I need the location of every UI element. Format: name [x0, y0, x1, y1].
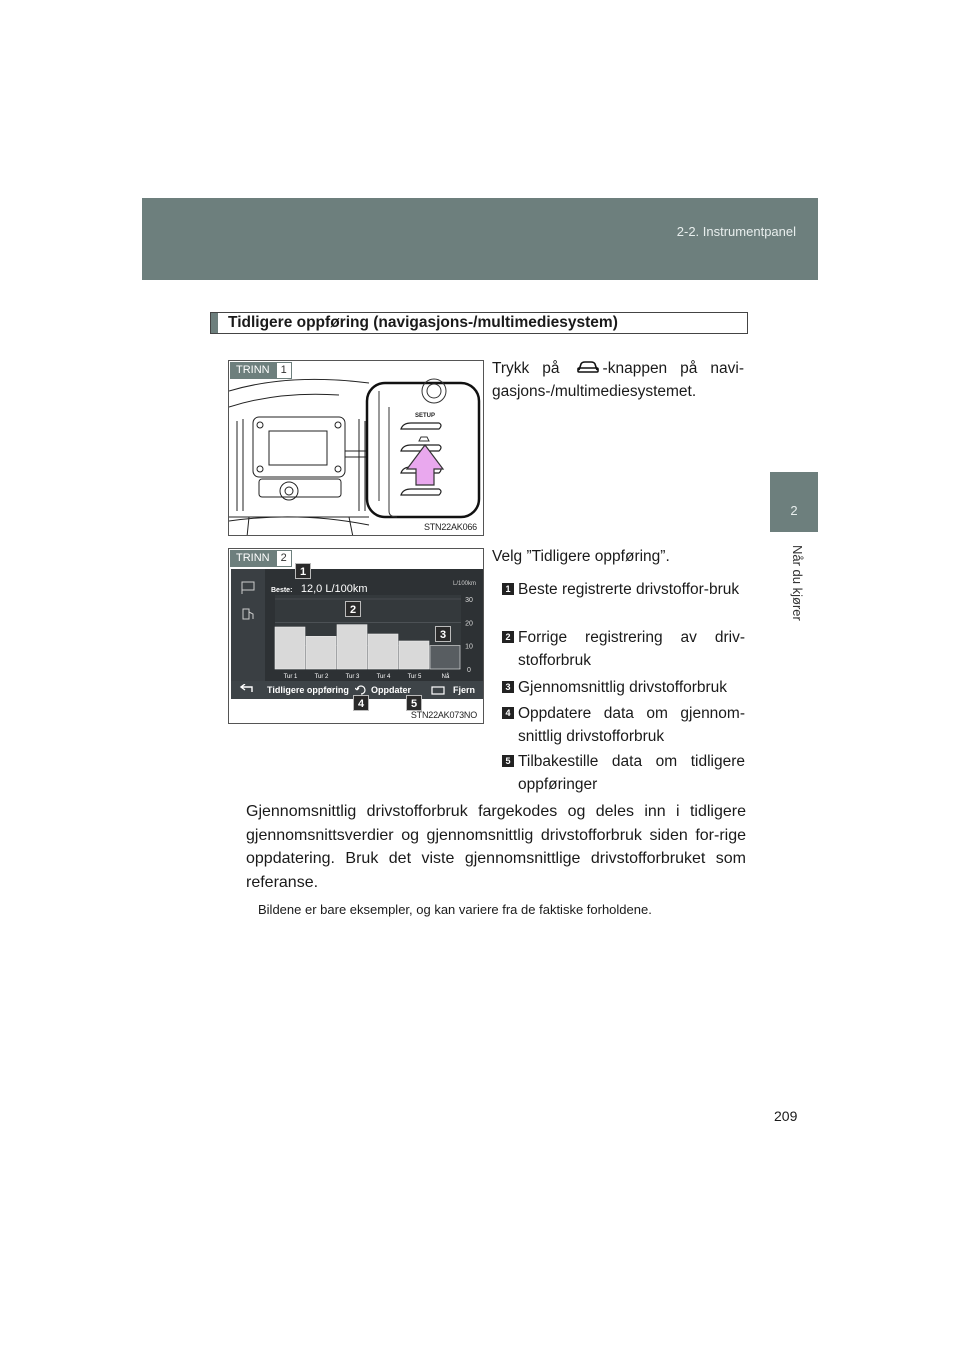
unit-label: L/100km — [453, 581, 477, 587]
item-text: Forrige registrering av driv-stofforbruk — [518, 629, 745, 669]
refresh-icon — [355, 685, 367, 695]
step1-text-after: -knappen på navi-gasjons-/multimediesystemet. — [492, 360, 744, 400]
list-item — [502, 702, 745, 748]
x-tick-label: Nå — [441, 674, 450, 680]
list-item — [502, 578, 745, 601]
item-number-badge: 1 — [502, 583, 514, 595]
step1-text-before: Trykk på — [492, 360, 560, 377]
update-button[interactable]: Oppdater — [371, 685, 412, 695]
footnote: Bildene er bare eksempler, og kan variere fra de faktiske forholdene. — [258, 902, 652, 917]
callout-5: 5 — [406, 695, 422, 711]
callout-2: 2 — [345, 601, 361, 617]
callout-1: 1 — [295, 563, 311, 579]
step2-figure — [228, 548, 484, 724]
car-icon — [576, 360, 600, 374]
section-header: 2-2. Instrumentpanel — [676, 224, 796, 239]
step2-tag-number: 2 — [276, 550, 292, 567]
best-value: 12,0 L/100km — [300, 583, 368, 595]
history-button[interactable]: Tidligere oppføring — [267, 685, 349, 695]
chapter-number: 2 — [790, 503, 798, 518]
list-item — [502, 750, 745, 796]
step2-figure-code: STN22AK073NO — [410, 710, 477, 720]
step1-text — [492, 357, 744, 403]
step1-tag-label: TRINN — [230, 362, 276, 379]
x-tick-label: Tur 2 — [314, 674, 329, 680]
bar — [337, 625, 367, 669]
body-paragraph: Gjennomsnittlig drivstofforbruk fargekodes og deles inn i tidligere gjennomsnittsverdier og gjennomsnittlig drivstofforbruk siden for-rige oppdatering. Bruk det viste gjennomsnittlige drivstofforbruket som referanse. — [246, 803, 746, 891]
y-tick-label: 10 — [465, 643, 473, 651]
dashboard-illustration — [229, 361, 484, 536]
bar — [306, 636, 336, 669]
setup-label: SETUP — [415, 413, 436, 419]
item-text: Gjennomsnittlig drivstofforbruk — [518, 679, 728, 696]
x-tick-label: Tur 1 — [283, 674, 298, 680]
back-arrow-icon — [239, 684, 253, 694]
step2-tag-label: TRINN — [230, 550, 276, 567]
list-item — [502, 676, 745, 699]
delete-icon — [431, 685, 445, 695]
section-title-bar — [211, 313, 218, 333]
item-text: Oppdatere data om gjennom-snittlig drivstofforbruk — [518, 705, 745, 745]
chapter-tab — [770, 472, 818, 532]
back-button[interactable] — [231, 684, 261, 696]
callout-3: 3 — [435, 626, 451, 642]
x-tick-label: Tur 3 — [345, 674, 360, 680]
list-item — [502, 626, 745, 672]
chapter-title: Når du kjører — [790, 545, 805, 621]
bar — [275, 627, 305, 669]
y-tick-label: 30 — [465, 597, 473, 604]
x-tick-label: Tur 5 — [407, 674, 422, 680]
item-number-badge: 3 — [502, 681, 514, 693]
bar — [399, 641, 429, 669]
item-number-badge: 2 — [502, 631, 514, 643]
delete-button[interactable]: Fjern — [453, 685, 476, 695]
fuel-history-chart — [231, 569, 483, 681]
step1-tag — [230, 362, 292, 379]
step1-tag-number: 1 — [276, 362, 292, 379]
item-number-badge: 4 — [502, 707, 514, 719]
step2-text: Velg ”Tidligere oppføring”. — [492, 548, 670, 565]
page-number: 209 — [774, 1108, 798, 1124]
bar — [430, 646, 460, 669]
y-tick-label: 0 — [467, 667, 471, 674]
item-text: Beste registrerte drivstoffor-bruk — [518, 581, 740, 598]
callout-4: 4 — [353, 695, 369, 711]
step1-figure — [228, 360, 484, 536]
section-title: Tidligere oppføring (navigasjons-/multimediesystem) — [228, 314, 618, 331]
header-band — [142, 198, 818, 280]
section-title-box — [210, 312, 748, 334]
step2-tag — [230, 550, 292, 567]
bar — [368, 634, 398, 669]
step1-figure-code: STN22AK066 — [423, 522, 477, 532]
best-label: Beste: — [271, 587, 293, 594]
x-tick-label: Tur 4 — [376, 674, 391, 680]
item-text: Tilbakestille data om tidligere oppføringer — [518, 753, 745, 793]
item-number-badge: 5 — [502, 755, 514, 767]
y-tick-label: 20 — [465, 620, 473, 628]
